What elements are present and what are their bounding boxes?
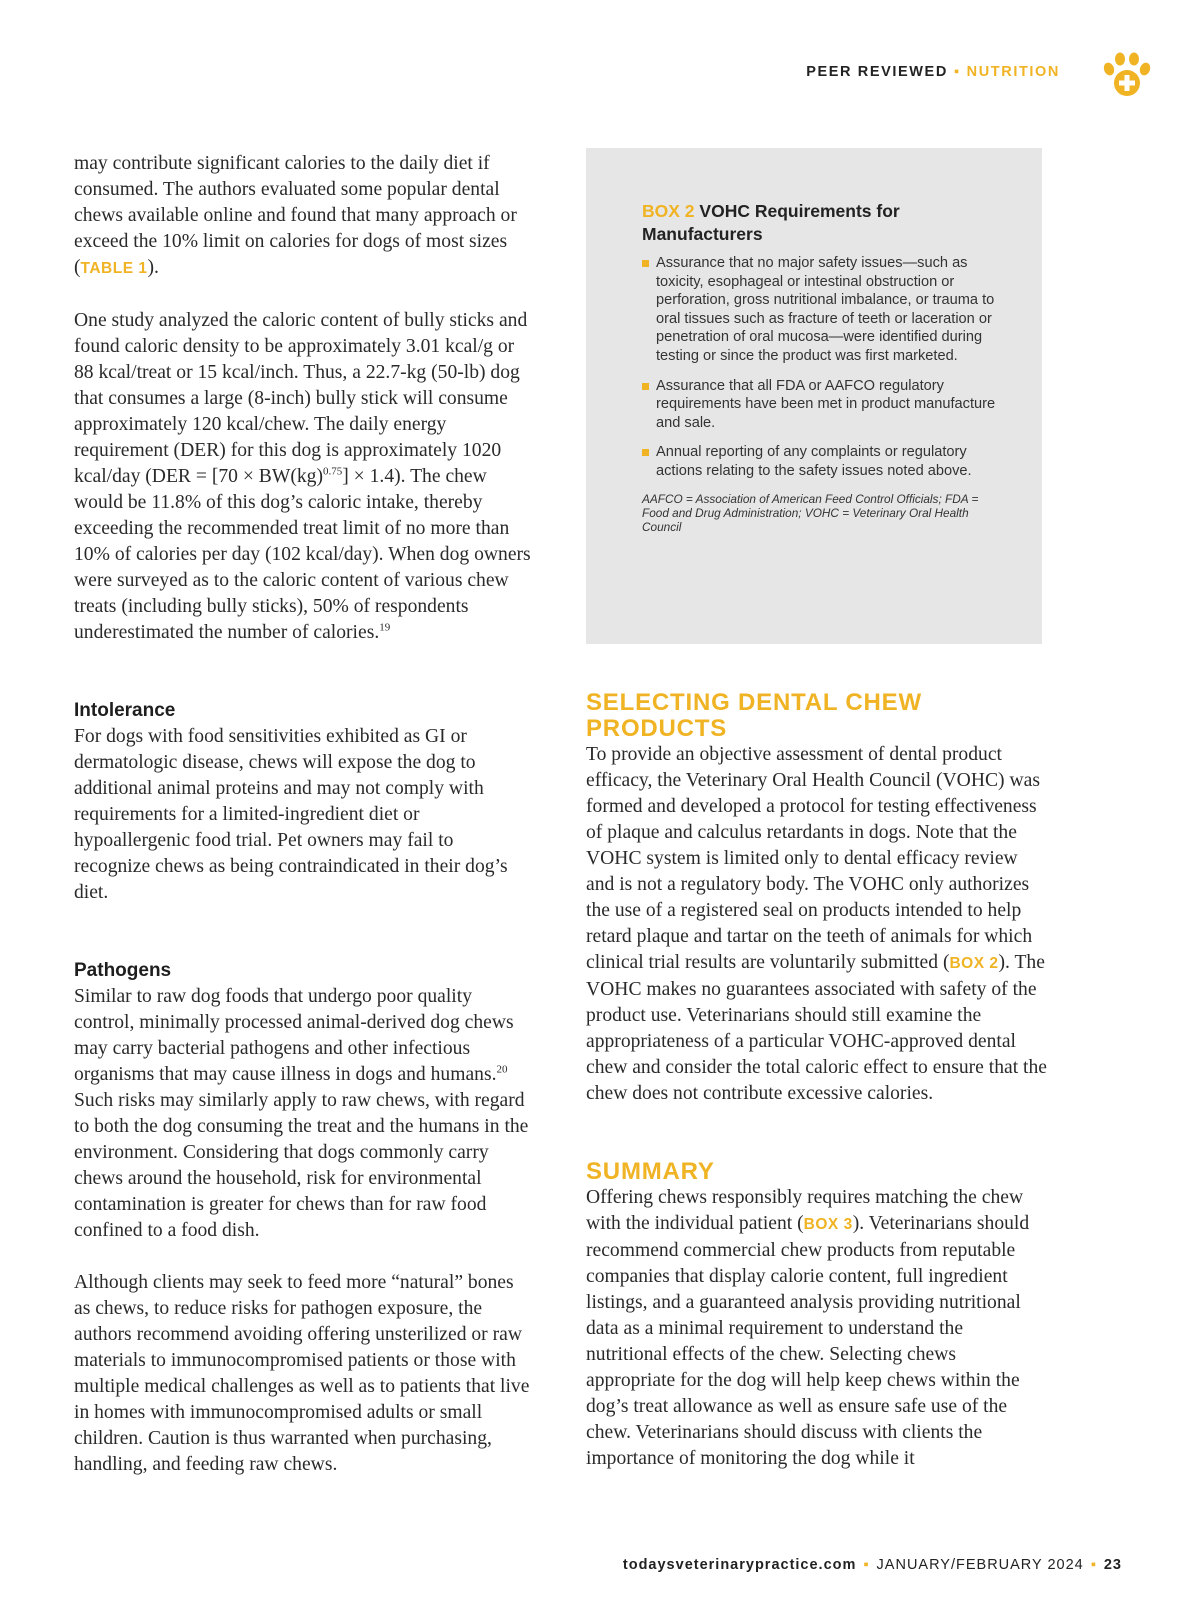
- header-separator: ▪: [953, 64, 961, 80]
- bullet-icon: [642, 449, 649, 456]
- intolerance-heading: Intolerance: [74, 700, 176, 721]
- box-2-panel: [586, 148, 1042, 644]
- running-header: [806, 64, 1060, 80]
- box-label: BOX 2: [642, 201, 695, 221]
- right-column: [586, 690, 1048, 1472]
- footer-separator: ▪: [1090, 1557, 1097, 1573]
- bullet-icon: [642, 383, 649, 390]
- paragraph-summary: Offering chews responsibly requires matching the chew with the individual patient (BOX 3). Veterinarians should recommend commercial chew products from reputable companies that display calorie content, full ingredient listings, and a guaranteed analysis providing nutritional data as a minimal requirement to understand the nutritional effects of the chew. Selecting chews appropriate for the dog will help keep chews within the dog’s treat allowance as well as ensure safe use of the chew. Veterinarians should discuss with clients the importance of monitoring the dog while it: [586, 1187, 1030, 1469]
- header-category: NUTRITION: [966, 64, 1060, 80]
- header-section: PEER REVIEWED: [806, 64, 948, 80]
- list-item: Assurance that all FDA or AAFCO regulatory requirements have been met in product manufacture and sale.: [642, 377, 1002, 433]
- footer-issue: JANUARY/FEBRUARY 2024: [876, 1557, 1084, 1573]
- pathogens-heading: Pathogens: [74, 960, 172, 981]
- paragraph-calories: may contribute significant calories to the daily diet if consumed. The authors evaluated some popular dental chews available online and found that many approach or exceed the 10% limit on calories for dogs of most sizes (TABLE 1).: [74, 153, 517, 278]
- list-item: Assurance that no major safety issues—such as toxicity, esophageal or intestinal obstruction or perforation, gross nutritional imbalance, or trauma to oral tissues such as fracture of teeth or laceration or penetration of oral mucosa—were identified during testing or since the product was first marketed.: [642, 254, 1002, 366]
- paragraph-raw-chews: Although clients may seek to feed more “natural” bones as chews, to reduce risks for pathogen exposure, the authors recommend avoiding offering unsterilized or raw materials to immunocompromised patients or those with multiple medical challenges as well as to patients that live in homes with immunocompromised adults or small children. Caution is thus warranted when purchasing, handling, and feeding raw chews.: [74, 1272, 530, 1475]
- box-title: BOX 2 VOHC Requirements for Manufacturers: [642, 201, 900, 244]
- paw-plus-icon: [1102, 52, 1152, 98]
- page-footer: [623, 1557, 1122, 1573]
- footer-site[interactable]: todaysveterinarypractice.com: [622, 1557, 857, 1573]
- citation-20: 20: [496, 1063, 508, 1076]
- box-3-link[interactable]: BOX 3: [803, 1216, 853, 1233]
- selecting-heading: SELECTING DENTAL CHEW PRODUCTS: [586, 689, 922, 742]
- footer-separator: ▪: [863, 1557, 870, 1573]
- box-list: [642, 254, 1002, 481]
- page-number: 23: [1103, 1557, 1122, 1573]
- summary-heading: SUMMARY: [586, 1158, 715, 1185]
- exponent: 0.75: [323, 465, 343, 478]
- box-2-link[interactable]: BOX 2: [949, 955, 999, 972]
- paragraph-pathogens: Similar to raw dog foods that undergo poor quality control, minimally processed animal-derived dog chews may carry bacterial pathogens and other infectious organisms that may cause illness in dogs and humans.$^{20}$ Such risks may similarly apply to raw chews, with regard to both the dog consuming the treat and the humans in the environment. Considering that dogs commonly carry chews around the household, risk for environmental contamination is greater for chews than for raw food confined to a food dish.: [74, 986, 529, 1241]
- box-footnote: AAFCO = Association of American Feed Control Officials; FDA = Food and Drug Administration; VOHC = Veterinary Oral Health Council: [642, 491, 979, 534]
- table-1-link[interactable]: TABLE 1: [80, 260, 148, 277]
- list-item: Annual reporting of any complaints or regulatory actions relating to the safety issues noted above.: [642, 443, 1002, 480]
- paragraph-selecting: To provide an objective assessment of dental product efficacy, the Veterinary Oral Health Council (VOHC) was formed and developed a protocol for testing effectiveness of plaque and calculus retardants in dogs. Note that the VOHC system is limited only to dental efficacy review and is not a regulatory body. The VOHC only authorizes the use of a registered seal on products intended to help retard plaque and tartar on the teeth of animals for which clinical trial results are voluntarily submitted (BOX 2). The VOHC makes no guarantees associated with safety of the product use. Veterinarians should still examine the appropriateness of a particular VOHC-approved dental chew and consider the total caloric effect to ensure that the chew does not contribute excessive calories.: [586, 744, 1047, 1104]
- bullet-icon: [642, 260, 649, 267]
- paragraph-intolerance: For dogs with food sensitivities exhibited as GI or dermatologic disease, chews will expose the dog to additional animal proteins and may not comply with requirements for a limited-ingredient diet or hypoallergenic food trial. Pet owners may fail to recognize chews as being contraindicated in their dog’s diet.: [74, 726, 508, 903]
- paragraph-bully-sticks: One study analyzed the caloric content of bully sticks and found caloric density to be approximately 3.01 kcal/g or 88 kcal/treat or 15 kcal/inch. Thus, a 22.7-kg (50-lb) dog that consumes a large (8-inch) bully stick will consume approximately 120 kcal/chew. The daily energy requirement (DER) for this dog is approximately 1020 kcal/day (DER = [70 × BW(kg)$^{0.75}$] × 1.4). The chew would be 11.8% of this dog’s caloric intake, thereby exceeding the recommended treat limit of no more than 10% of calories per day (102 kcal/day). When dog owners were surveyed as to the caloric content of various chew treats (including bully sticks), 50% of respondents underestimated the number of calories.$^{19}$: [74, 310, 531, 643]
- left-column: [74, 151, 534, 1478]
- citation-19: 19: [379, 621, 391, 634]
